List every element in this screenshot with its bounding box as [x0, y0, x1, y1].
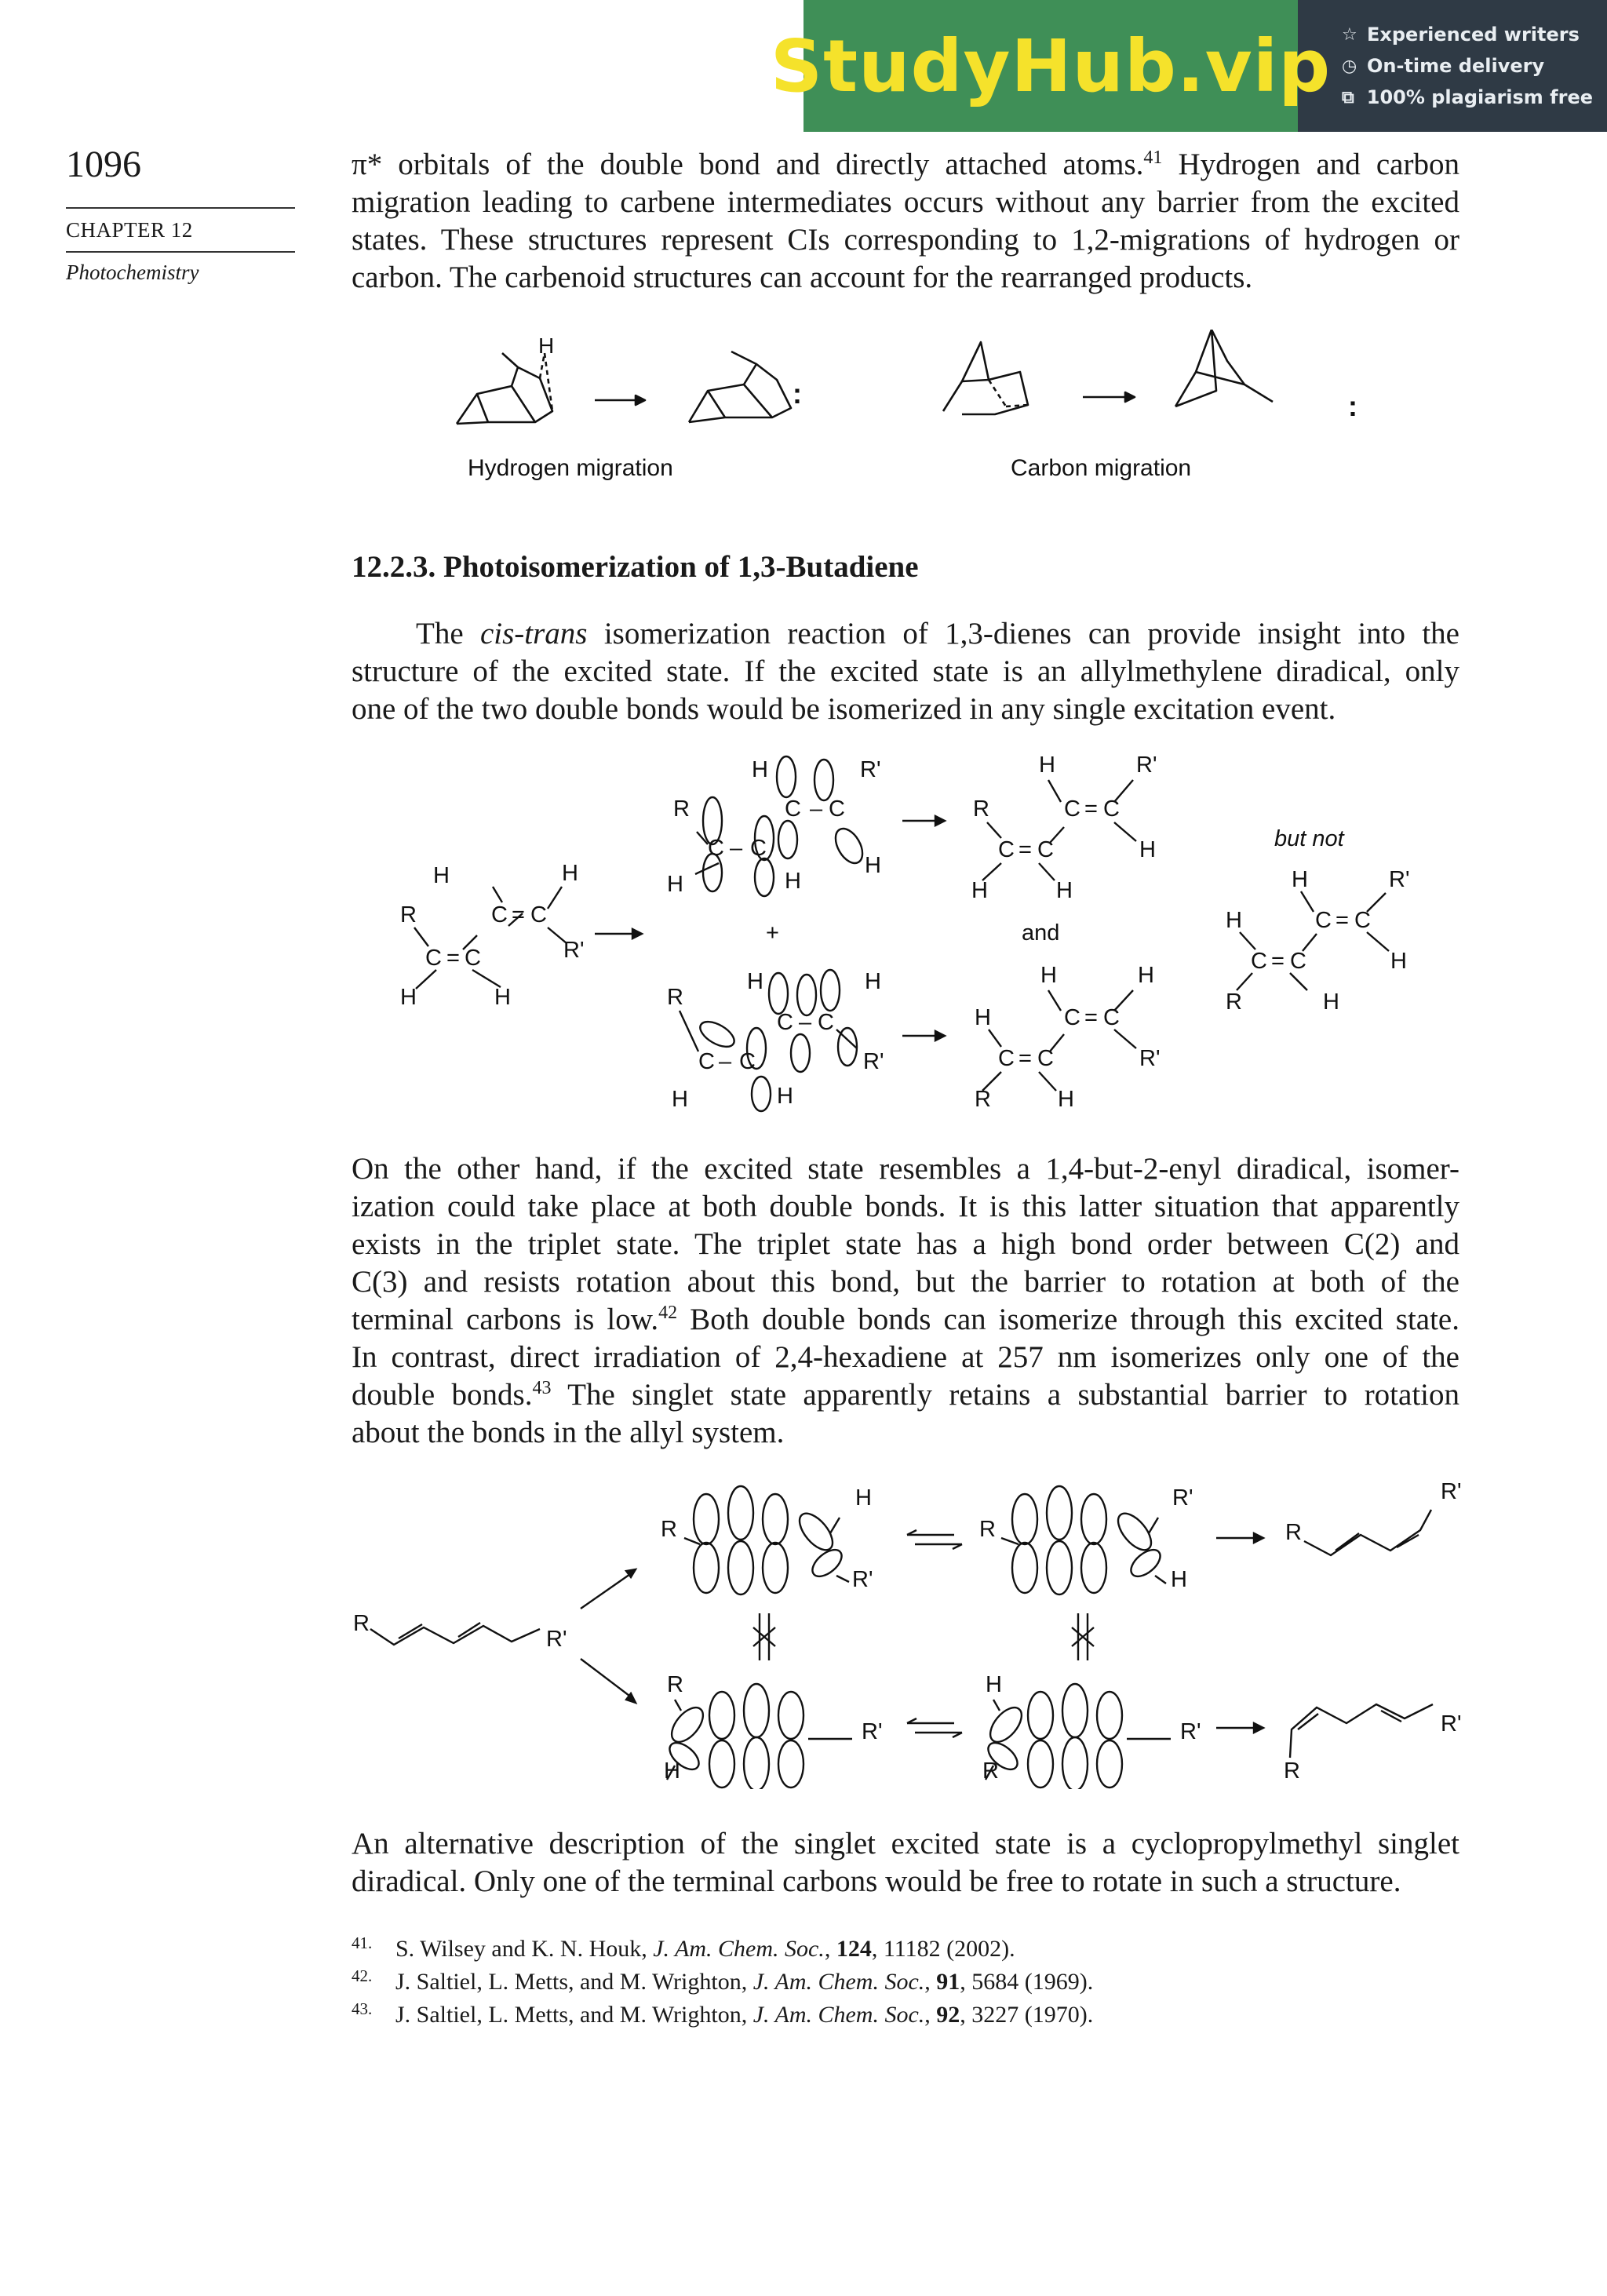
clock-icon: ◷	[1342, 56, 1357, 76]
svg-text:H: H	[785, 869, 801, 894]
svg-text:C: C	[1354, 908, 1371, 933]
svg-text:H: H	[664, 1758, 680, 1784]
orbital-set-top-left	[684, 1486, 849, 1594]
p-orbital-lobe	[791, 1034, 810, 1072]
svg-text:C: C	[1037, 1046, 1054, 1071]
hexadiene-rotation-scheme	[345, 1475, 1475, 1789]
svg-text:C: C	[998, 837, 1015, 862]
svg-text:R': R'	[1389, 867, 1410, 892]
svg-text:H: H	[672, 1087, 688, 1112]
svg-text:C: C	[1315, 908, 1332, 933]
svg-text:H: H	[855, 1485, 872, 1511]
carbon-migration-product	[1175, 330, 1273, 406]
svg-text:C: C	[785, 796, 801, 822]
svg-text:R: R	[667, 1672, 683, 1697]
svg-text:C: C	[750, 836, 767, 861]
p-orbital-lobe	[769, 973, 788, 1014]
svg-text:H: H	[667, 872, 683, 897]
svg-text:R': R'	[546, 1627, 567, 1652]
svg-text:R: R	[673, 796, 690, 822]
svg-text:C: C	[1037, 837, 1054, 862]
text-line: The cis-trans isomerization reaction of 1,3-dienes can provide insight into the	[416, 617, 1459, 651]
svg-text:H: H	[747, 969, 763, 994]
paragraph-cyclopropylmethyl	[352, 1825, 1459, 1901]
carbene-dots: :	[793, 377, 802, 410]
section-heading: 12.2.3. Photoisomerization of 1,3-Butadiene	[352, 550, 919, 584]
svg-text:H: H	[1171, 1567, 1187, 1592]
svg-text:C: C	[998, 1046, 1015, 1071]
p-orbital-lobe	[777, 756, 796, 797]
banner-features	[1342, 19, 1593, 113]
paragraph-isomerization	[352, 615, 1459, 728]
excluded-isomer	[1226, 867, 1409, 1015]
text-line: On the other hand, if the excited state resembles a 1,4-but-2-enyl diradical, isomer-	[352, 1152, 1459, 1186]
svg-text:H: H	[1138, 963, 1154, 988]
svg-text:H: H	[1390, 949, 1407, 974]
p-orbital-lobe	[747, 1028, 766, 1069]
footnote-43: 43. J. Saltiel, L. Metts, and M. Wrighton, J. Am. Chem. Soc., 92, 3227 (1970).	[352, 1999, 1094, 2028]
orbital-set-top-middle	[1001, 1486, 1166, 1594]
paragraph-triplet-state	[352, 1150, 1459, 1452]
feature-on-time-delivery	[1342, 50, 1593, 82]
but-not-label: but not	[1274, 826, 1344, 851]
carbon-migration-label: Carbon migration	[1011, 455, 1192, 481]
svg-text:C: C	[1064, 1005, 1080, 1030]
text-line: An alternative description of the singlet excited state is a cyclopropylmethyl singlet	[352, 1827, 1459, 1860]
p-orbital-lobe	[752, 1077, 771, 1111]
hydrogen-migration-product	[689, 352, 791, 422]
and-label: and	[1022, 920, 1060, 946]
svg-text:–: –	[719, 1049, 732, 1074]
svg-text:H: H	[494, 985, 511, 1010]
svg-text:R: R	[1284, 1758, 1300, 1784]
isomer-product-bottom	[975, 963, 1160, 1112]
feature-plagiarism-free	[1342, 82, 1593, 113]
text-line: exists in the triplet state. The triplet state has a high bond order between C(2) and	[352, 1227, 1459, 1261]
text-line: carbon. The carbenoid structures can account for the rearranged products.	[352, 261, 1253, 294]
text-line: about the bonds in the allyl system.	[352, 1416, 785, 1449]
feature-text: Experienced writers	[1367, 24, 1580, 46]
svg-text:R: R	[975, 1087, 991, 1112]
svg-text:C: C	[739, 1049, 756, 1074]
svg-text:C: C	[829, 796, 845, 822]
svg-text:H: H	[433, 863, 450, 888]
svg-text:C: C	[425, 946, 442, 971]
svg-text:R': R'	[863, 1049, 884, 1074]
hydrogen-migration-label: Hydrogen migration	[468, 455, 673, 481]
svg-text:=: =	[1018, 1046, 1032, 1071]
orbital-set-bottom-left	[665, 1684, 852, 1789]
copy-icon: ⧉	[1342, 87, 1354, 108]
atom-label-h: H	[538, 333, 555, 358]
svg-text:R': R'	[1441, 1711, 1462, 1737]
svg-text:H: H	[1039, 753, 1055, 778]
plus-sign: +	[766, 920, 779, 946]
svg-text:C: C	[818, 1010, 834, 1035]
svg-text:C: C	[465, 946, 481, 971]
page-number: 1096	[66, 144, 141, 185]
svg-text:R: R	[667, 985, 683, 1010]
svg-text:=: =	[1018, 837, 1032, 862]
migration-scheme	[439, 330, 1412, 494]
svg-text:=: =	[1271, 949, 1285, 974]
text-line: terminal carbons is low.$^{42}$ Both double bonds can isomerize through this excited state.	[352, 1303, 1459, 1336]
svg-text:R: R	[1226, 989, 1242, 1015]
svg-text:R: R	[400, 902, 417, 928]
svg-text:H: H	[400, 985, 417, 1010]
intro-paragraph	[352, 146, 1459, 297]
footnote-41: 41. S. Wilsey and K. N. Houk, J. Am. Chem. Soc., 124, 11182 (2002).	[352, 1933, 1015, 1962]
footnote-ref[interactable]: 43	[532, 1378, 552, 1398]
feature-experienced-writers	[1342, 19, 1593, 50]
svg-text:=: =	[512, 902, 525, 928]
svg-text:R: R	[661, 1517, 677, 1542]
logo-text: StudyHub.vip	[770, 24, 1332, 108]
footnote-42: 42. J. Saltiel, L. Metts, and M. Wrighton, J. Am. Chem. Soc., 91, 5684 (1969).	[352, 1966, 1094, 1995]
svg-text:C: C	[698, 1049, 715, 1074]
svg-text:–: –	[730, 836, 743, 861]
svg-text:R: R	[979, 1517, 996, 1542]
margin-rule	[66, 251, 295, 253]
text-line: one of the two double bonds would be isomerized in any single excitation event.	[352, 692, 1336, 726]
svg-text:H: H	[865, 853, 881, 878]
chapter-title: Photochemistry	[66, 261, 199, 284]
svg-text:R: R	[1285, 1520, 1302, 1545]
svg-text:C: C	[1290, 949, 1306, 974]
svg-text:H: H	[1040, 963, 1057, 988]
feature-text: 100% plagiarism free	[1366, 86, 1593, 108]
star-icon: ☆	[1342, 24, 1357, 45]
studyhub-logo[interactable]	[770, 0, 1332, 132]
text-line: migration leading to carbene intermediates occurs without any barrier from the excited	[352, 185, 1459, 219]
svg-text:R': R'	[1180, 1719, 1201, 1744]
svg-text:=: =	[1084, 1005, 1098, 1030]
svg-text:H: H	[971, 878, 988, 903]
carbene-dots: :	[1348, 390, 1357, 422]
svg-text:R': R'	[862, 1719, 883, 1744]
svg-text:H: H	[1292, 867, 1308, 892]
p-orbital-lobe	[814, 760, 833, 800]
svg-text:=: =	[1336, 908, 1349, 933]
svg-text:H: H	[1058, 1087, 1074, 1112]
svg-text:R': R'	[1172, 1485, 1193, 1511]
svg-text:H: H	[562, 861, 578, 886]
footnote-ref[interactable]: 42	[658, 1303, 678, 1323]
svg-text:R': R'	[1139, 1046, 1161, 1071]
text-line: π* orbitals of the double bond and directly attached atoms.$^{41}$ Hydrogen and carbon	[352, 148, 1459, 181]
svg-text:H: H	[1056, 878, 1073, 903]
svg-text:H: H	[777, 1084, 793, 1109]
svg-text:C: C	[777, 1010, 793, 1035]
p-orbital-lobe	[830, 824, 868, 868]
text-line: C(3) and resists rotation about this bond, but the barrier to rotation at both of the	[352, 1265, 1459, 1299]
p-orbital-lobe	[755, 858, 774, 896]
butadiene-isomerization-scheme	[384, 745, 1483, 1122]
svg-text:–: –	[810, 796, 823, 822]
feature-text: On-time delivery	[1367, 55, 1545, 77]
svg-text:R: R	[982, 1758, 999, 1784]
svg-text:H: H	[865, 969, 881, 994]
chapter-label: CHAPTER 12	[66, 218, 193, 242]
svg-text:C: C	[1064, 796, 1080, 822]
svg-text:C: C	[1103, 796, 1120, 822]
svg-text:H: H	[1323, 989, 1339, 1015]
hydrogen-migration-reactant	[457, 353, 552, 424]
orbital-set-bottom-middle	[983, 1684, 1171, 1789]
svg-text:=: =	[1084, 796, 1098, 822]
text-line: ization could take place at both double bonds. It is this latter situation that apparently	[352, 1190, 1459, 1223]
svg-text:R': R'	[1441, 1479, 1462, 1504]
text-line: diradical. Only one of the terminal carbons would be free to rotate in such a structure.	[352, 1864, 1401, 1898]
svg-text:C: C	[491, 902, 508, 928]
svg-text:=: =	[446, 946, 460, 971]
svg-text:R': R'	[860, 757, 881, 782]
svg-text:R': R'	[563, 938, 585, 963]
svg-text:C: C	[1251, 949, 1267, 974]
text-line: states. These structures represent CIs corresponding to 1,2-migrations of hydrogen or	[352, 223, 1459, 257]
p-orbital-lobe	[696, 1017, 738, 1052]
svg-text:–: –	[799, 1010, 812, 1035]
p-orbital-lobe	[778, 821, 797, 858]
svg-text:R: R	[353, 1611, 370, 1636]
orbital-intermediate-bottom	[667, 969, 884, 1112]
text-line: In contrast, direct irradiation of 2,4-hexadiene at 257 nm isomerizes only one of the	[352, 1340, 1459, 1374]
svg-text:C: C	[708, 836, 724, 861]
p-orbital-lobe	[821, 970, 840, 1011]
text-line: double bonds.$^{43}$ The singlet state apparently retains a substantial barrier to rotation	[352, 1378, 1459, 1412]
svg-text:C: C	[1103, 1005, 1120, 1030]
svg-text:R: R	[973, 796, 989, 822]
svg-text:H: H	[752, 757, 768, 782]
studyhub-banner[interactable]	[770, 0, 1607, 132]
svg-text:C: C	[530, 902, 547, 928]
svg-text:R': R'	[852, 1567, 873, 1592]
svg-text:R': R'	[1136, 753, 1157, 778]
svg-text:H: H	[1139, 837, 1156, 862]
margin-rule	[66, 207, 295, 209]
footnote-ref[interactable]: 41	[1143, 148, 1163, 168]
svg-text:H: H	[975, 1005, 991, 1030]
footnotes	[352, 1933, 1466, 2032]
text-line: structure of the excited state. If the excited state is an allylmethylene diradical, only	[352, 654, 1459, 688]
carbon-migration-reactant	[943, 342, 1028, 414]
svg-text:H: H	[1226, 908, 1242, 933]
svg-text:H: H	[986, 1672, 1002, 1697]
